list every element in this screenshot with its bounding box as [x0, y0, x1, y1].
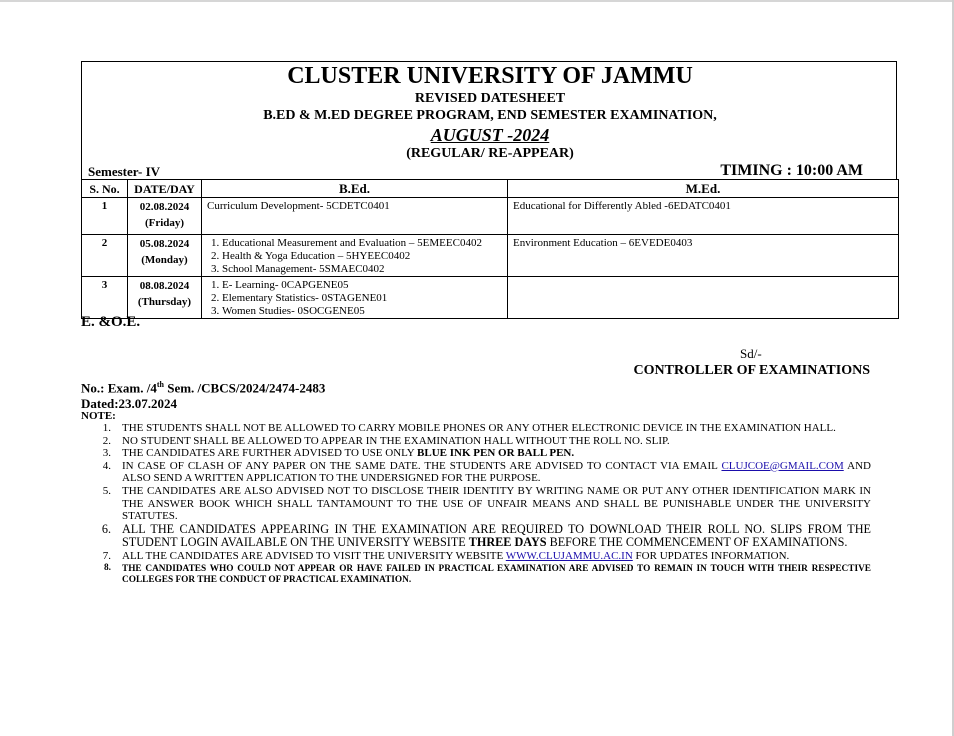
bed-papers — [202, 235, 508, 277]
note-heading: NOTE: — [81, 410, 116, 422]
row-sno: 3 — [82, 277, 128, 319]
email-link[interactable]: CLUJCOE@GMAIL.COM — [721, 459, 844, 472]
col-header-date: DATE/DAY — [128, 180, 202, 198]
note-item: 5. THE CANDIDATES ARE ALSO ADVISED NOT TO DISCLOSE THEIR IDENTITY BY WRITING NAME OR PUT ANY OTHER IDENTIFICATION MARK IN THE ANSWER BOOK WHICH SHALL TANTAMOUNT TO THE USE OF UNFAIR MEANS AND SHALL BE PUNISHABLE UNDER THE UNIVERSITY STATUTES. — [81, 485, 871, 523]
exam-date: 05.08.2024 — [139, 238, 190, 250]
notes-list — [81, 422, 871, 587]
note-item: 2. NO STUDENT SHALL BE ALLOWED TO APPEAR IN THE EXAMINATION HALL WITHOUT THE ROLL NO. SLIP. — [81, 435, 871, 448]
header-box — [81, 61, 897, 179]
exam-date: 02.08.2024 — [139, 201, 190, 213]
note-item: 1. THE STUDENTS SHALL NOT BE ALLOWED TO CARRY MOBILE PHONES OR ANY OTHER ELECTRONIC DEVICE IN THE EXAMINATION HALL. — [81, 422, 871, 435]
semester-label: Semester- IV — [88, 164, 161, 179]
med-paper — [508, 277, 899, 319]
bed-paper: 2. Elementary Statistics- 0STAGENE01 — [222, 292, 503, 305]
exam-day: (Friday) — [144, 217, 185, 229]
timing-label: TIMING : 10:00 AM — [720, 162, 863, 179]
note-item: 7. ALL THE CANDIDATES ARE ADVISED TO VISIT THE UNIVERSITY WEBSITE WWW.CLUJAMMU.AC.IN FOR UPDATES INFORMATION. — [81, 550, 871, 563]
schedule-table — [81, 179, 899, 319]
bed-paper: 2. Health & Yoga Education – 5HYEEC0402 — [222, 250, 503, 263]
note-item: 4. IN CASE OF CLASH OF ANY PAPER ON THE SAME DATE. THE STUDENTS ARE ADVISED TO CONTACT VIA EMAIL CLUJCOE@GMAIL.COM AND ALSO SEND A WRITTEN APPLICATION TO THE UNDERSIGNED FOR THE PURPOSE. — [81, 460, 871, 485]
reference-number: No.: Exam. /4th Sem. /CBCS/2024/2474-2483 — [81, 380, 326, 396]
bed-paper: 1. Educational Measurement and Evaluation – 5EMEEC0402 — [222, 237, 503, 250]
exam-day: (Monday) — [141, 254, 188, 266]
session-title: AUGUST -2024 — [430, 125, 550, 145]
col-header-med: M.Ed. — [508, 180, 899, 198]
note-number: 7. — [102, 549, 111, 562]
row-date — [128, 235, 202, 277]
bed-paper: 1. E- Learning- 0CAPGENE05 — [222, 279, 503, 292]
note-number: 6. — [101, 521, 111, 536]
row-sno: 1 — [82, 198, 128, 235]
signature-sd: Sd/- — [740, 346, 762, 361]
note-number: 8. — [104, 562, 111, 573]
table-row — [82, 198, 899, 235]
university-title: CLUSTER UNIVERSITY OF JAMMU — [287, 63, 693, 89]
med-paper: Educational for Differently Abled -6EDATC0401 — [508, 198, 899, 235]
note-item: 6. ALL THE CANDIDATES APPEARING IN THE EXAMINATION ARE REQUIRED TO DOWNLOAD THEIR ROLL NO. SLIPS FROM THE STUDENT LOGIN AVAILABLE ON THE UNIVERSITY WEBSITE THREE DAYS BEFORE THE COMMENCEMENT OF EXAMINATIONS. — [81, 523, 871, 550]
exam-type: (REGULAR/ RE-APPEAR) — [406, 146, 574, 161]
note-number: 5. — [102, 484, 111, 497]
med-paper: Environment Education – 6EVEDE0403 — [508, 235, 899, 277]
program-title: B.ED & M.ED DEGREE PROGRAM, END SEMESTER EXAMINATION, — [263, 108, 717, 123]
bed-paper: Curriculum Development- 5CDETC0401 — [207, 200, 390, 212]
datesheet-title: REVISED DATESHEET — [414, 91, 566, 106]
table-row — [82, 235, 899, 277]
note-number: 3. — [102, 447, 111, 460]
note-item: 3. THE CANDIDATES ARE FURTHER ADVISED TO USE ONLY BLUE INK PEN OR BALL PEN. — [81, 447, 871, 460]
row-date — [128, 277, 202, 319]
col-header-sno: S. No. — [82, 180, 128, 198]
eoe-label: E. &O.E. — [81, 314, 141, 330]
exam-date: 08.08.2024 — [139, 280, 190, 292]
bed-papers — [202, 277, 508, 319]
dated-label: Dated:23.07.2024 — [81, 396, 178, 411]
table-header-row — [82, 180, 899, 198]
col-header-bed: B.Ed. — [202, 180, 508, 198]
note-number: 2. — [102, 434, 111, 447]
controller-title: CONTROLLER OF EXAMINATIONS — [633, 363, 870, 378]
row-sno: 2 — [82, 235, 128, 277]
bed-papers — [202, 198, 508, 235]
bed-paper: 3. School Management- 5SMAEC0402 — [222, 263, 503, 276]
website-link[interactable]: WWW.CLUJAMMU.AC.IN — [505, 549, 633, 562]
page-edge-top — [0, 0, 954, 2]
note-item: 8. THE CANDIDATES WHO COULD NOT APPEAR OR HAVE FAILED IN PRACTICAL EXAMINATION ARE ADVISED TO REMAIN IN TOUCH WITH THEIR RESPECTIVE COLLEGES FOR THE CONDUCT OF PRACTICAL EXAMINATION. — [81, 563, 871, 587]
row-date — [128, 198, 202, 235]
table-row — [82, 277, 899, 319]
note-number: 4. — [102, 459, 111, 472]
bed-paper: 3. Women Studies- 0SOCGENE05 — [222, 305, 503, 318]
note-number: 1. — [102, 422, 111, 434]
exam-day: (Thursday) — [137, 296, 192, 308]
